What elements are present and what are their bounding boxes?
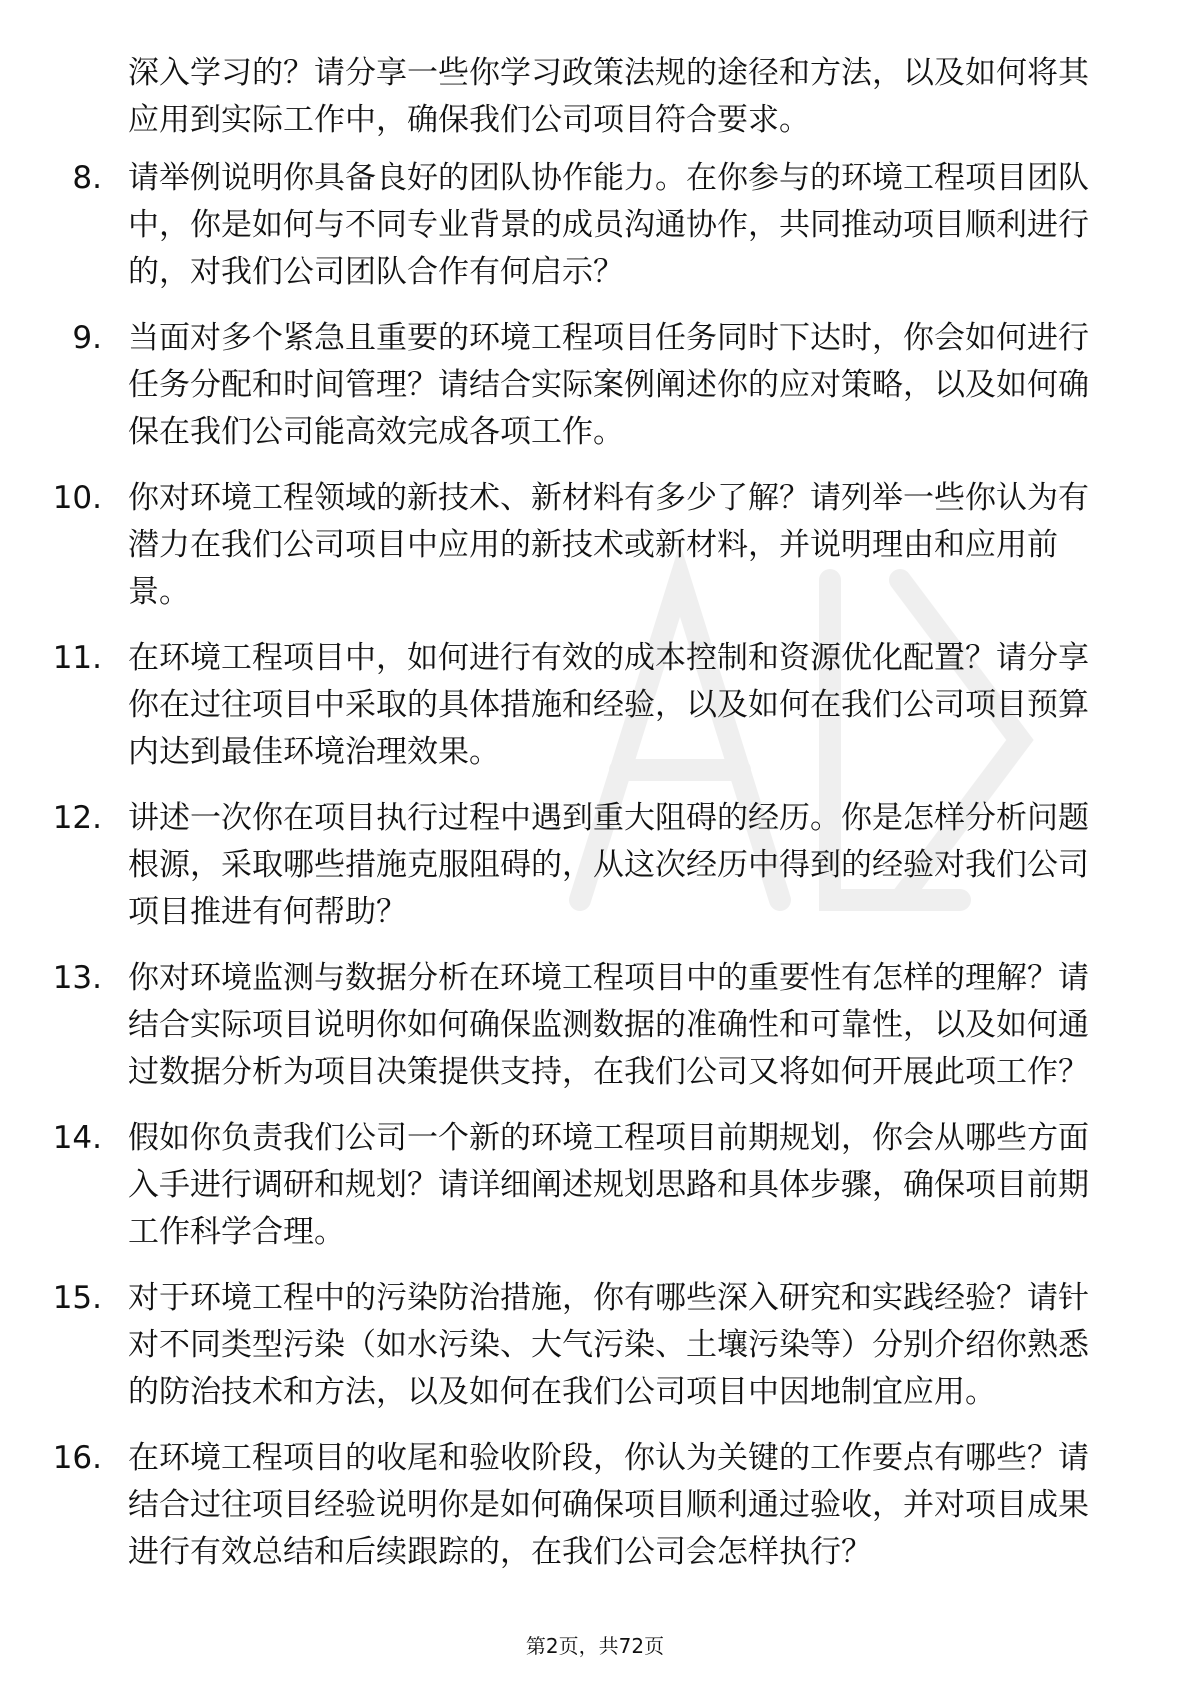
question-text: 讲述一次你在项目执行过程中遇到重大阻碍的经历。你是怎样分析问题根源，采取哪些措施克服阻碍的，从这次经历中得到的经验对我们公司项目推进有何帮助？ [128,800,1089,930]
list-item [0,1435,1190,1576]
question-number: 16. [52,1440,102,1476]
question-number: 10. [52,480,102,516]
list-item [0,475,1190,616]
list-item [0,795,1190,936]
question-text: 当面对多个紧急且重要的环境工程项目任务同时下达时，你会如何进行任务分配和时间管理？请结合实际案例阐述你的应对策略，以及如何确保在我们公司能高效完成各项工作。 [128,320,1089,450]
question-text: 你对环境工程领域的新技术、新材料有多少了解？请列举一些你认为有潜力在我们公司项目中应用的新技术或新材料，并说明理由和应用前景。 [128,480,1089,610]
list-item [0,1275,1190,1416]
question-number: 9. [72,320,102,356]
question-text: 你对环境监测与数据分析在环境工程项目中的重要性有怎样的理解？请结合实际项目说明你如何确保监测数据的准确性和可靠性，以及如何通过数据分析为项目决策提供支持，在我们公司又将如何开展此项工作？ [128,960,1089,1090]
question-number: 12. [52,800,102,836]
page-footer: 第2页，共72页 [525,1634,665,1658]
question-list [0,155,1190,1595]
list-item [0,955,1190,1096]
question-number: 15. [52,1280,102,1316]
question-text: 对于环境工程中的污染防治措施，你有哪些深入研究和实践经验？请针对不同类型污染（如水污染、大气污染、土壤污染等）分别介绍你熟悉的防治技术和方法，以及如何在我们公司项目中因地制宜应用。 [128,1280,1089,1410]
question-number: 11. [52,640,102,676]
question-text: 在环境工程项目中，如何进行有效的成本控制和资源优化配置？请分享你在过往项目中采取的具体措施和经验，以及如何在我们公司项目预算内达到最佳环境治理效果。 [128,640,1089,770]
list-item [0,635,1190,776]
question-text: 假如你负责我们公司一个新的环境工程项目前期规划，你会从哪些方面入手进行调研和规划？请详细阐述规划思路和具体步骤，确保项目前期工作科学合理。 [128,1120,1089,1250]
question-text: 在环境工程项目的收尾和验收阶段，你认为关键的工作要点有哪些？请结合过往项目经验说明你是如何确保项目顺利通过验收，并对项目成果进行有效总结和后续跟踪的，在我们公司会怎样执行？ [128,1440,1089,1570]
list-item [0,155,1190,296]
list-item [0,1115,1190,1256]
question-number: 13. [52,960,102,996]
question-number: 8. [72,160,102,196]
list-item [0,315,1190,456]
continuation-paragraph: 深入学习的？请分享一些你学习政策法规的途径和方法，以及如何将其应用到实际工作中，确保我们公司项目符合要求。 [128,55,1089,138]
question-number: 14. [52,1120,102,1156]
question-text: 请举例说明你具备良好的团队协作能力。在你参与的环境工程项目团队中，你是如何与不同专业背景的成员沟通协作，共同推动项目顺利进行的，对我们公司团队合作有何启示？ [128,160,1089,290]
